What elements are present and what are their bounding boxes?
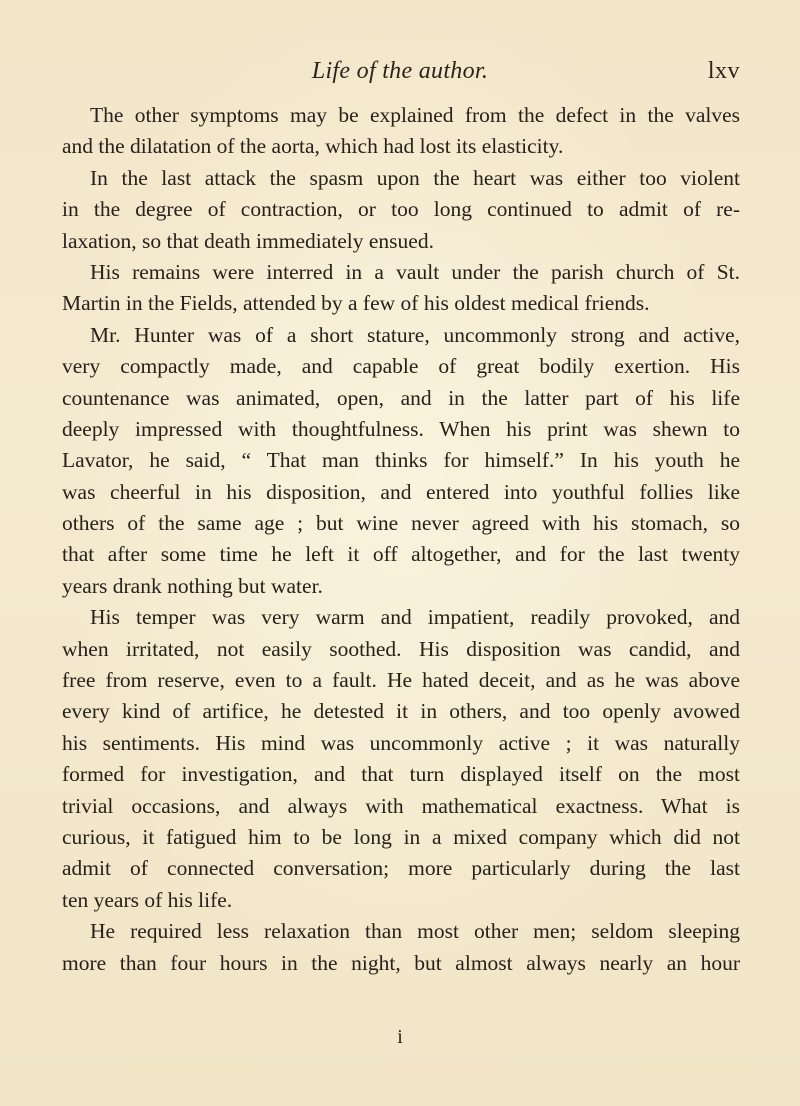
text-line: Lavator, he said, “ That man thinks for himself.” In his youth he	[62, 448, 740, 473]
signature-mark: i	[397, 1026, 403, 1048]
text-line: years drank nothing but water.	[62, 573, 323, 598]
running-title: Life of the author.	[311, 58, 489, 84]
text-line: Martin in the Fields, attended by a few of his oldest medical friends.	[62, 291, 650, 316]
text-line: was cheerful in his disposition, and entered into youthful follies like	[62, 479, 740, 504]
text-line: The other symptoms may be explained from the defect in the valves	[90, 103, 740, 127]
text-line: In the last attack the spasm upon the heart was either too violent	[90, 165, 740, 190]
text-line: very compactly made, and capable of great bodily exertion. His	[62, 354, 740, 379]
text-line: others of the same age ; but wine never agreed with his stomach, so	[62, 511, 740, 536]
text-line: ten years of his life.	[62, 887, 233, 912]
text-line: admit of connected conversation; more particularly during the last	[62, 856, 740, 881]
text-line: and the dilatation of the aorta, which had lost its elasticity.	[62, 134, 564, 159]
text-line: He required less relaxation than most other men; seldom sleeping	[90, 919, 740, 944]
text-line: that after some time he left it off altogether, and for the last twenty	[62, 542, 740, 567]
text-line: formed for investigation, and that turn displayed itself on the most	[62, 762, 740, 787]
page-number: lxv	[707, 58, 740, 84]
text-line: free from reserve, even to a fault. He hated deceit, and as he was above	[62, 668, 740, 693]
text-line: countenance was animated, open, and in the latter part of his life	[62, 385, 740, 410]
text-line: in the degree of contraction, or too long continued to admit of re-	[62, 197, 740, 222]
text-line: when irritated, not easily soothed. His disposition was candid, and	[62, 636, 740, 661]
text-line: Mr. Hunter was of a short stature, uncommonly strong and active,	[90, 322, 740, 347]
text-line: deeply impressed with thoughtfulness. When his print was shewn to	[62, 416, 740, 441]
text-line: curious, it fatigued him to be long in a mixed company which did not	[62, 824, 740, 849]
text-line: His temper was very warm and impatient, readily provoked, and	[90, 605, 740, 630]
text-line: His remains were interred in a vault under the parish church of St.	[90, 259, 740, 284]
text-line: laxation, so that death immediately ensued.	[62, 228, 434, 253]
body-text	[62, 100, 740, 979]
text-line: more than four hours in the night, but almost always nearly an hour	[62, 950, 740, 975]
text-line: every kind of artifice, he detested it in others, and too openly avowed	[62, 699, 740, 724]
text-line: trivial occasions, and always with mathematical exactness. What is	[62, 793, 740, 818]
text-line: his sentiments. His mind was uncommonly active ; it was naturally	[62, 730, 740, 755]
running-head	[60, 58, 740, 92]
